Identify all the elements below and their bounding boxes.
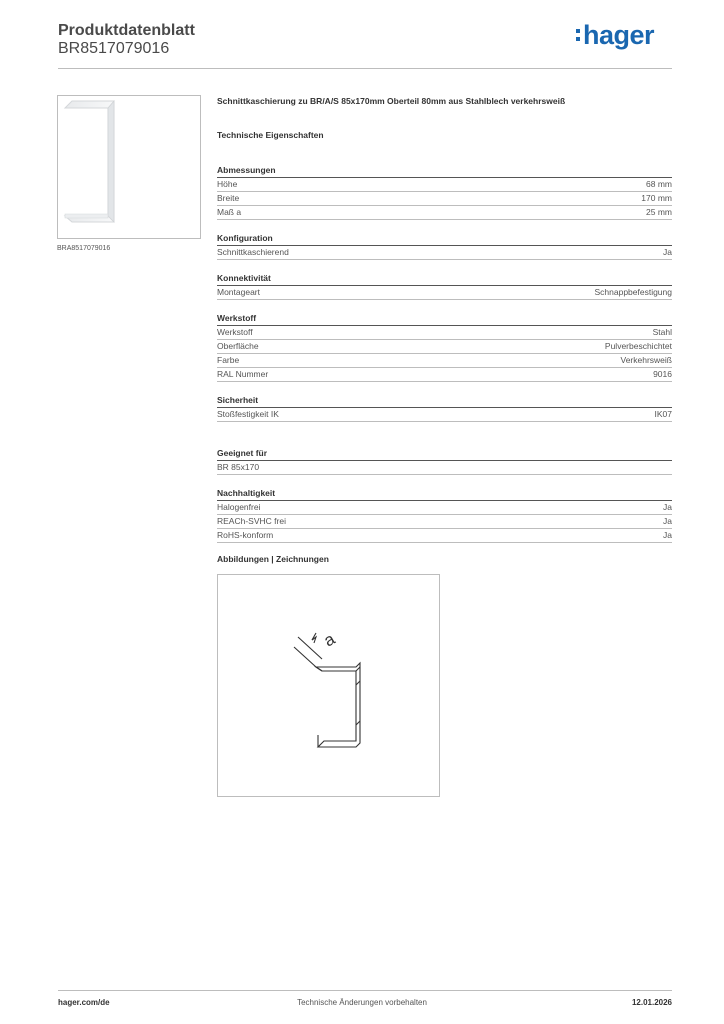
section-title: Sicherheit [217,395,672,408]
spec-value: 25 mm [646,207,672,217]
spec-section [217,313,672,382]
spec-value: 68 mm [646,179,672,189]
spec-row [217,354,672,368]
spec-value: Ja [663,530,672,540]
spec-value: Verkehrsweiß [620,355,672,365]
spec-value: Ja [663,502,672,512]
logo-dots-icon [576,29,581,45]
section-title: Konnektivität [217,273,672,286]
figures-title: Abbildungen | Zeichnungen [217,554,329,564]
spec-label: Maß a [217,207,242,217]
spec-row [217,192,672,206]
spec-label: BR 85x170 [217,462,260,472]
spec-label: Stoßfestigkeit IK [217,409,279,419]
spec-section [217,273,672,300]
section-title: Abmessungen [217,165,672,178]
spec-section [217,448,672,475]
spec-label: Schnittkaschierend [217,247,289,257]
spec-value: IK07 [654,409,672,419]
footer-divider [58,990,672,991]
header-divider [58,68,672,69]
spec-value: Stahl [652,327,672,337]
product-image [57,95,201,239]
product-photo-icon [58,96,202,240]
section-title: Werkstoff [217,313,672,326]
spec-row [217,529,672,543]
spec-section [217,233,672,260]
spec-label: Höhe [217,179,238,189]
spec-row [217,206,672,220]
brand-logo [576,20,654,51]
spec-row [217,515,672,529]
product-description: Schnittkaschierung zu BR/A/S 85x170mm Oberteil 80mm aus Stahlblech verkehrsweiß [217,96,566,106]
spec-label: Breite [217,193,240,203]
spec-row [217,408,672,422]
spec-row [217,461,672,475]
spec-value: Ja [663,247,672,257]
spec-section [217,395,672,422]
drawing-icon [218,575,441,798]
spec-row [217,326,672,340]
spec-section [217,488,672,543]
spec-label: Halogenfrei [217,502,261,512]
product-number: BR8517079016 [58,40,170,57]
technical-drawing [217,574,440,797]
spec-sections [217,165,672,543]
spec-label: Werkstoff [217,327,253,337]
spec-label: RoHS-konform [217,530,274,540]
section-title: Konfiguration [217,233,672,246]
spec-value: Pulverbeschichtet [604,341,672,351]
spec-row [217,286,672,300]
footer-notice: Technische Änderungen vorbehalten [297,998,427,1007]
spec-label: Oberfläche [217,341,259,351]
spec-row [217,340,672,354]
footer-date: 12.01.2026 [631,998,672,1007]
spec-section [217,165,672,220]
spec-label: REACh-SVHC frei [217,516,286,526]
section-title: Geeignet für [217,448,672,461]
tech-properties-title: Technische Eigenschaften [217,130,324,140]
spec-area [217,96,672,543]
footer-website: hager.com/de [58,998,110,1007]
spec-value: Ja [663,516,672,526]
image-caption: BRA8517079016 [57,245,111,252]
spec-label: Montageart [217,287,260,297]
spec-value: Schnappbefestigung [594,287,672,297]
spec-row [217,501,672,515]
spec-value: 9016 [653,369,672,379]
spec-row [217,246,672,260]
spec-value: 170 mm [641,193,672,203]
page-header [58,22,672,70]
section-title: Nachhaltigkeit [217,488,672,501]
logo-text: hager [582,20,654,50]
spec-label: RAL Nummer [217,369,269,379]
spec-label: Farbe [217,355,240,365]
dimension-label: a [320,629,339,651]
document-title: Produktdatenblatt [58,22,195,39]
spec-row [217,368,672,382]
spec-row [217,178,672,192]
